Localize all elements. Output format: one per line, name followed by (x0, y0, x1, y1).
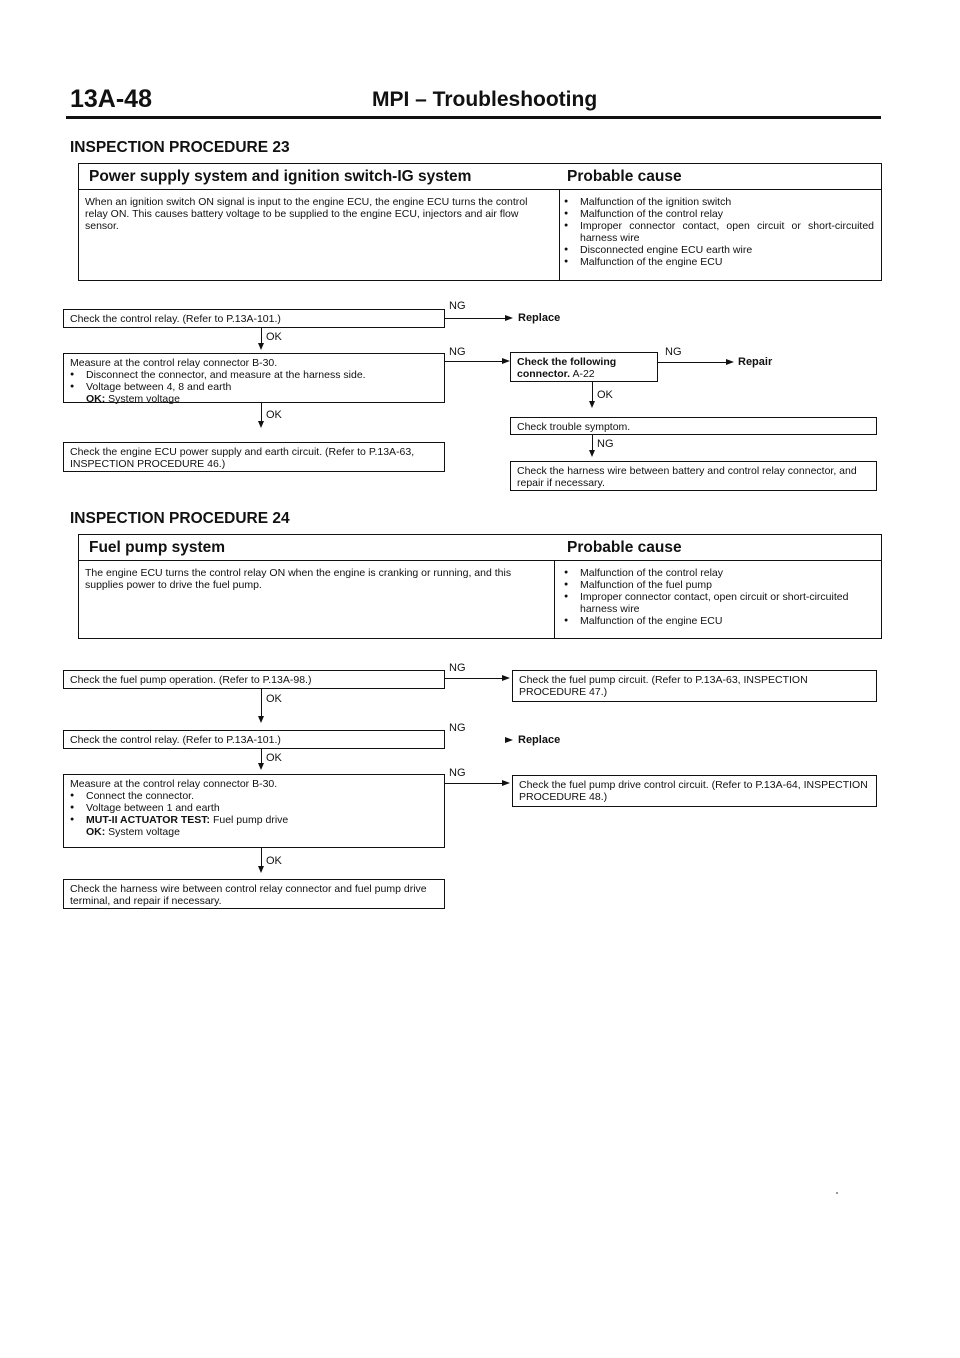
check-connector-box (510, 352, 658, 382)
arrow-right-icon (505, 315, 513, 321)
ok-connector (261, 749, 262, 764)
cause-item: ● Malfunction of the engine ECU (564, 615, 874, 627)
ng-label: NG (449, 662, 466, 674)
check-control-relay-box: Check the control relay. (Refer to P.13A-101.) (63, 730, 445, 749)
probable-cause-list (564, 567, 874, 627)
arrow-down-icon (258, 763, 264, 770)
check-fuel-pump-operation-box: Check the fuel pump operation. (Refer to P.13A-98.) (63, 670, 445, 689)
measure-relay-connector-box (63, 353, 445, 403)
arrow-down-icon (258, 716, 264, 723)
arrow-down-icon (258, 421, 264, 428)
arrow-down-icon (589, 401, 595, 408)
system-title: Power supply system and ignition switch-IG system (89, 168, 472, 185)
probable-cause-title: Probable cause (567, 168, 682, 185)
table-column-divider (554, 560, 555, 638)
measure-steps (70, 369, 438, 393)
cause-item: ● Improper connector contact, open circuit or short-circuited harness wire (564, 591, 874, 615)
procedure-24-title: INSPECTION PROCEDURE 24 (70, 510, 290, 527)
arrow-right-icon (502, 780, 510, 786)
check-ecu-power-box: Check the engine ECU power supply and earth circuit. (Refer to P.13A-63, INSPECTION PROCEDURE 46.) (63, 442, 445, 472)
check-connector-instruction: Check the following connector. (517, 356, 617, 380)
page-title: MPI – Troubleshooting (372, 88, 598, 111)
ng-connector (445, 361, 502, 362)
measure-step: ● Voltage between 1 and earth (70, 802, 438, 814)
ok-label: OK (266, 693, 282, 705)
cause-item: ● Disconnected engine ECU earth wire (564, 244, 874, 256)
ok-criterion-label: OK: (86, 393, 106, 405)
cause-item: ● Malfunction of the ignition switch (564, 196, 874, 208)
ng-connector (445, 318, 506, 319)
ok-label: OK (266, 855, 282, 867)
arrow-down-icon (258, 866, 264, 873)
ok-label: OK (266, 331, 282, 343)
measure-step: ● Voltage between 4, 8 and earth (70, 381, 438, 393)
check-harness-wire-box: Check the harness wire between battery and control relay connector, and repair if necessary. (510, 461, 877, 491)
ok-criterion-value: System voltage (108, 826, 180, 838)
check-trouble-symptom-box: Check trouble symptom. (510, 417, 877, 435)
ok-label: OK (266, 409, 282, 421)
check-fuel-pump-drive-circuit-box: Check the fuel pump drive control circuit. (Refer to P.13A-64, INSPECTION PROCEDURE 48.) (512, 775, 877, 807)
measure-instruction: Measure at the control relay connector B-30. (70, 357, 278, 369)
ok-connector (261, 689, 262, 717)
ng-connector (445, 783, 502, 784)
ok-connector (261, 848, 262, 867)
measure-steps (70, 790, 438, 826)
measure-step: ● Disconnect the connector, and measure at the harness side. (70, 369, 438, 381)
arrow-right-icon (502, 675, 510, 681)
ng-label: NG (597, 438, 614, 450)
system-title: Fuel pump system (89, 539, 226, 556)
scan-speck (836, 1192, 838, 1194)
measure-relay-connector-box (63, 774, 445, 848)
arrow-down-icon (589, 450, 595, 457)
cause-item: ● Improper connector contact, open circuit or short-circuited harness wire (564, 220, 874, 244)
table-divider (79, 189, 881, 190)
ok-label: OK (266, 752, 282, 764)
procedure-23-title: INSPECTION PROCEDURE 23 (70, 139, 290, 156)
ok-connector (592, 382, 593, 402)
actuator-test-value: Fuel pump drive (212, 814, 289, 826)
ng-connector (658, 362, 727, 363)
measure-instruction: Measure at the control relay connector B-30. (70, 778, 278, 790)
measure-step: ● Connect the connector. (70, 790, 438, 802)
measure-step (70, 814, 438, 826)
system-description: The engine ECU turns the control relay ON when the engine is cranking or running, and this supplies power to drive the fuel pump. (85, 567, 512, 591)
ng-label: NG (449, 767, 466, 779)
connector-code: A-22 (572, 368, 595, 380)
probable-cause-title: Probable cause (567, 539, 682, 556)
arrow-right-icon (505, 737, 513, 743)
header-rule (66, 116, 881, 119)
ok-criterion-label: OK: (86, 826, 106, 838)
table-divider (79, 560, 881, 561)
cause-item: ● Malfunction of the fuel pump (564, 579, 874, 591)
ok-criterion (70, 826, 438, 838)
page-number: 13A-48 (70, 85, 152, 113)
replace-action: Replace (518, 734, 561, 746)
arrow-right-icon (502, 358, 510, 364)
ng-connector (592, 435, 593, 451)
ng-label: NG (449, 346, 466, 358)
check-fuel-pump-circuit-box: Check the fuel pump circuit. (Refer to P.13A-63, INSPECTION PROCEDURE 47.) (512, 670, 877, 702)
cause-item: ● Malfunction of the engine ECU (564, 256, 874, 268)
arrow-down-icon (258, 343, 264, 350)
ok-criterion-value: System voltage (108, 393, 180, 405)
replace-action: Replace (518, 312, 561, 324)
cause-item: ● Malfunction of the control relay (564, 567, 874, 579)
procedure-24-info-table (78, 534, 882, 639)
table-column-divider (559, 189, 560, 280)
ok-connector (261, 328, 262, 343)
ok-criterion (70, 393, 438, 405)
ng-label: NG (665, 346, 682, 358)
ok-label: OK (597, 389, 613, 401)
check-harness-wire-box: Check the harness wire between control relay connector and fuel pump drive terminal, and repair if necessary. (63, 879, 445, 909)
repair-action: Repair (738, 356, 773, 368)
cause-item: ● Malfunction of the control relay (564, 208, 874, 220)
system-description: When an ignition switch ON signal is input to the engine ECU, the engine ECU turns the control relay ON. This causes battery voltage to be supplied to the engine ECU, injectors and air flow sensor. (85, 196, 528, 232)
ng-label: NG (449, 300, 466, 312)
ng-connector (445, 678, 502, 679)
ok-connector (261, 403, 262, 422)
check-control-relay-box: Check the control relay. (Refer to P.13A-101.) (63, 309, 445, 328)
actuator-test-label: MUT-II ACTUATOR TEST: (86, 814, 211, 826)
ng-label: NG (449, 722, 466, 734)
probable-cause-list (564, 196, 874, 268)
arrow-right-icon (726, 359, 734, 365)
procedure-23-info-table (78, 163, 882, 281)
